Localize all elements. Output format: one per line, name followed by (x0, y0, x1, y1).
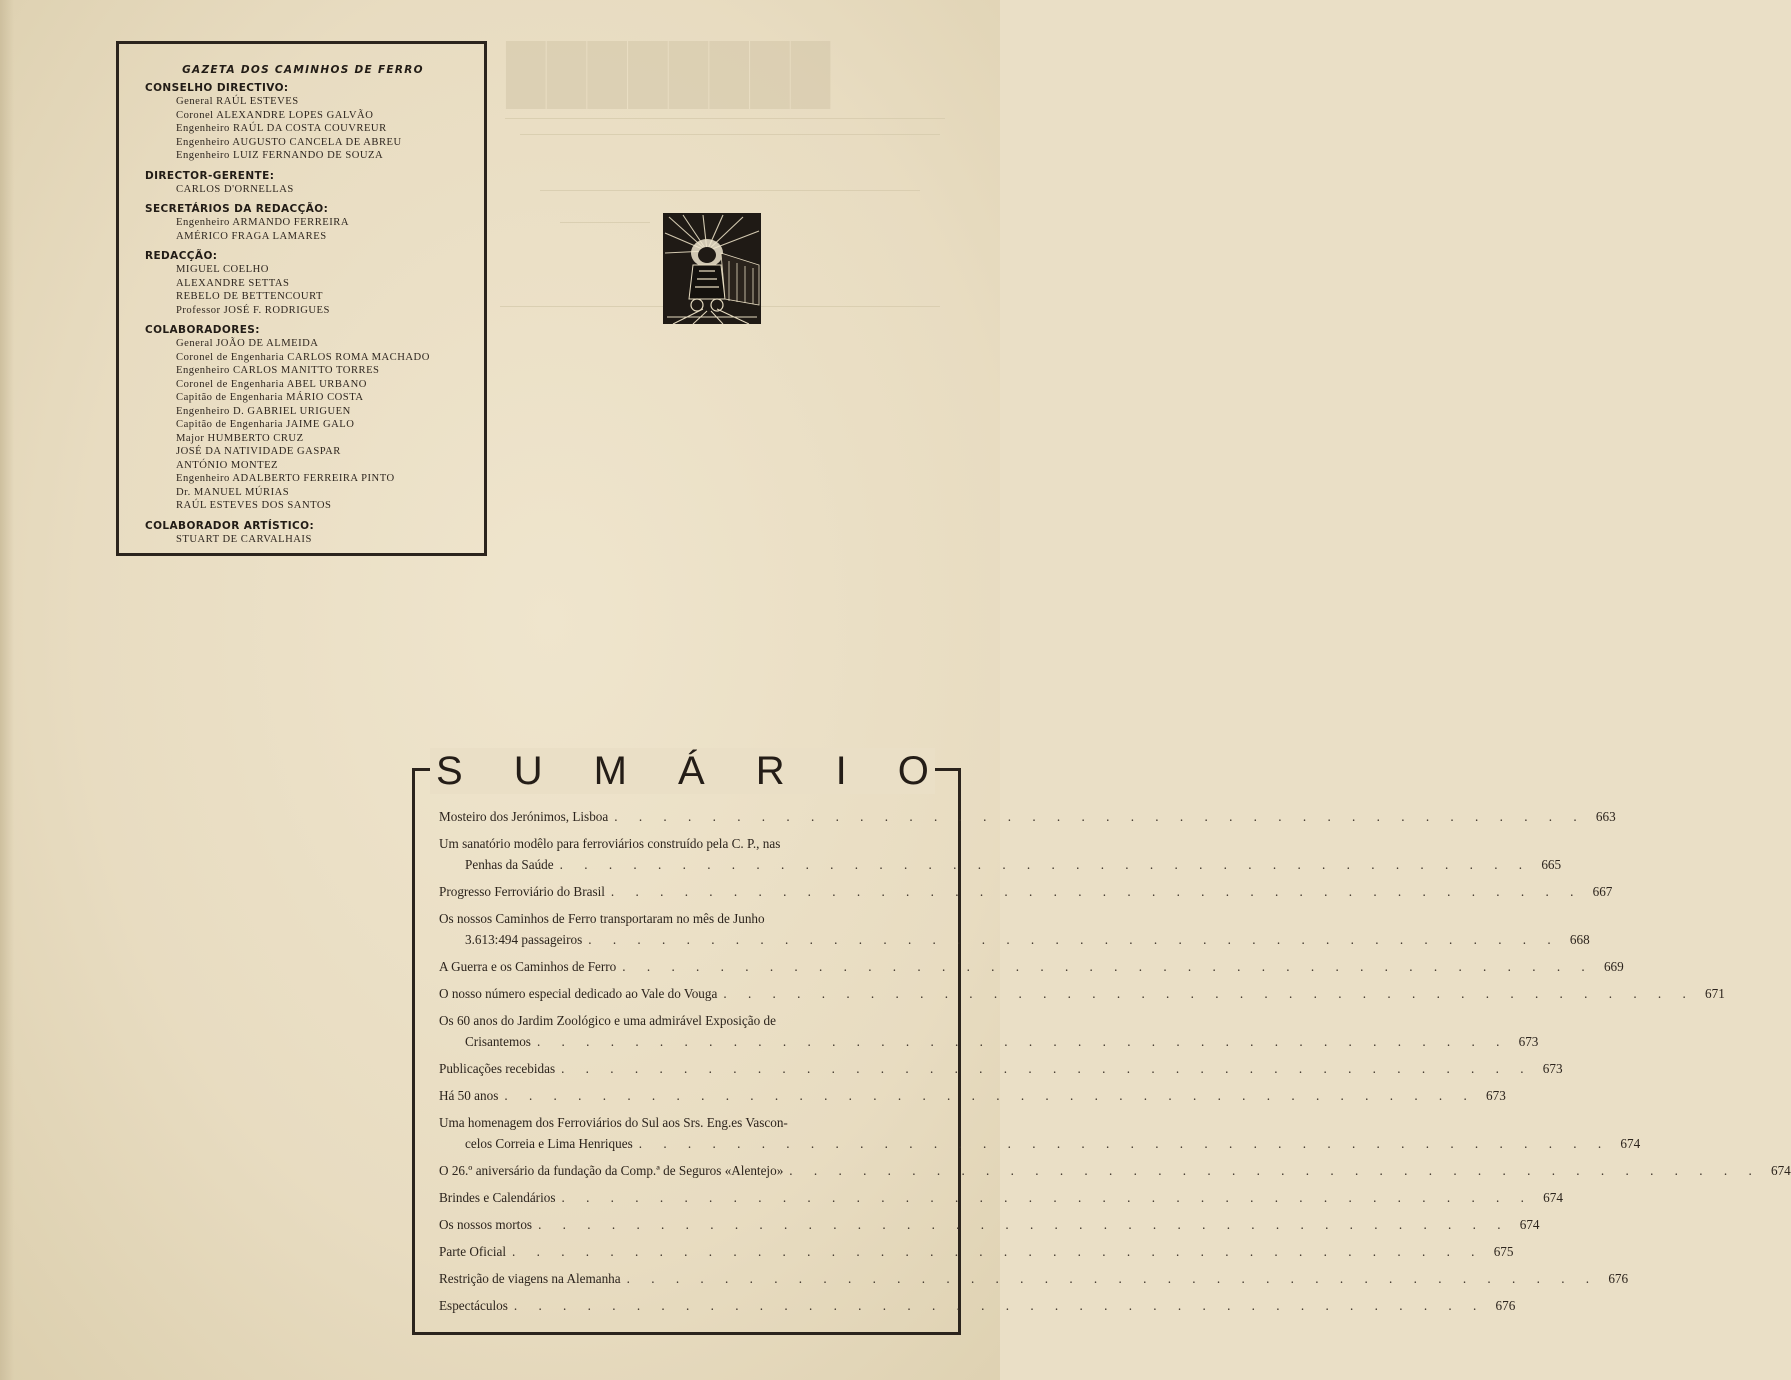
toc-entry-title: 3.613:494 passageiros (465, 932, 583, 947)
staff-member: Engenheiro D. GABRIEL URIGUEN (176, 405, 351, 417)
section-heading: CONSELHO DIRECTIVO: (145, 82, 289, 94)
toc-entry-line (439, 1085, 1506, 1106)
staff-sections (145, 82, 484, 546)
staff-member: JOSÉ DA NATIVIDADE GASPAR (176, 446, 341, 457)
toc-page-number: 676 (1495, 1298, 1516, 1313)
toc-entry-line (439, 929, 1590, 950)
dot-leader: . . . . . . . . . . . . . . . . . . . . . . . . . . . . . . . . . . . . . . . . (588, 932, 1560, 947)
toc-entry-line (439, 1058, 1563, 1079)
staff-member: MIGUEL COELHO (176, 264, 269, 275)
staff-section (145, 203, 484, 243)
toc-entry-line (439, 1031, 1539, 1052)
toc-entry-line (439, 854, 1562, 875)
staff-member: Coronel de Engenharia CARLOS ROMA MACHADO (176, 351, 430, 363)
staff-section (145, 250, 484, 317)
toc-entry-title: A Guerra e os Caminhos de Ferro (439, 959, 617, 974)
toc-page-number: 667 (1592, 884, 1613, 899)
staff-member: Coronel ALEXANDRE LOPES GALVÃO (176, 109, 374, 121)
staff-member: Capitão de Engenharia JAIME GALO (176, 419, 355, 430)
heading-letter: Á (678, 748, 705, 793)
dot-leader: . . . . . . . . . . . . . . . . . . . . . . . . . . . . . . . . . . . . . . . . (622, 959, 1594, 974)
heading-letter: U (513, 748, 543, 793)
toc-entry (439, 1085, 1506, 1106)
toc-entry-title: Um sanatório modêlo para ferroviários construído pela C. P., nas (439, 836, 781, 851)
toc-entry-title: Os nossos Caminhos de Ferro transportaram no mês de Junho (439, 911, 765, 926)
dot-leader: . . . . . . . . . . . . . . . . . . . . . . . . . . . . . . . . . . . . . . . . (504, 1088, 1476, 1103)
staff-member: Capitão de Engenharia MÁRIO COSTA (176, 392, 364, 403)
toc-entry-line (439, 1295, 1516, 1316)
toc-page-number: 673 (1542, 1061, 1563, 1076)
staff-member: General JOÃO DE ALMEIDA (176, 338, 319, 349)
dot-leader: . . . . . . . . . . . . . . . . . . . . . . . . . . . . . . . . . . . . . . . . (538, 1217, 1510, 1232)
toc-entry-line (439, 983, 1725, 1004)
dot-leader: . . . . . . . . . . . . . . . . . . . . . . . . . . . . . . . . . . . . . . . . (536, 1034, 1509, 1049)
staff-section (145, 82, 484, 163)
toc-entry-line (439, 1187, 1563, 1208)
toc-entry-title: Os 60 anos do Jardim Zoológico e uma admirável Exposição de (439, 1013, 776, 1028)
toc-page-number: 665 (1541, 857, 1562, 872)
staff-member: Engenheiro AUGUSTO CANCELA DE ABREU (176, 136, 402, 148)
toc-entry-line (439, 881, 1613, 902)
staff-member: AMÉRICO FRAGA LAMARES (176, 230, 327, 242)
staff-member: General RAÚL ESTEVES (176, 96, 299, 107)
dot-leader: . . . . . . . . . . . . . . . . . . . . . . . . . . . . . . . . . . . . . . . . (512, 1244, 1484, 1259)
toc-entry-title: celos Correia e Lima Henriques (465, 1136, 633, 1151)
toc-entry (439, 1112, 1641, 1154)
staff-member: Major HUMBERTO CRUZ (176, 432, 304, 444)
section-heading: DIRECTOR-GERENTE: (145, 169, 275, 182)
staff-member: ANTÓNIO MONTEZ (176, 459, 279, 471)
toc-page-number: 671 (1705, 986, 1725, 1001)
dot-leader: . . . . . . . . . . . . . . . . . . . . . . . . . . . . . . . . . . . . . . . . (789, 1163, 1761, 1178)
toc-page-number: 675 (1493, 1244, 1514, 1259)
bleed-through-rule (560, 222, 650, 223)
toc-entry (439, 881, 1613, 902)
toc-entry (439, 1241, 1514, 1262)
toc-entry (439, 1160, 1791, 1181)
toc-entry (439, 806, 1616, 827)
table-of-contents (439, 806, 1791, 1322)
toc-entry-title: Mosteiro dos Jerónimos, Lisboa (439, 809, 609, 824)
staff-member: Engenheiro ARMANDO FERREIRA (176, 217, 349, 228)
toc-entry (439, 1058, 1563, 1079)
locomotive-engraving-icon (663, 213, 761, 324)
toc-entry-title: O 26.º aniversário da fundação da Comp.ª de Seguros «Alentejo» (439, 1163, 784, 1178)
toc-entry-line (439, 1160, 1791, 1181)
dot-leader: . . . . . . . . . . . . . . . . . . . . . . . . . . . . . . . . . . . . . . . . (626, 1271, 1599, 1286)
publication-title: GAZETA DOS CAMINHOS DE FERRO (182, 64, 424, 76)
toc-page-number: 676 (1608, 1271, 1629, 1286)
toc-entry-title: Penhas da Saúde (465, 857, 554, 872)
section-heading: COLABORADORES: (145, 324, 260, 336)
dot-leader: . . . . . . . . . . . . . . . . . . . . . . . . . . . . . . . . . . . . . . . . (513, 1298, 1486, 1313)
bleed-through-masthead: ████████ (505, 43, 831, 105)
toc-entry-title: Há 50 anos (439, 1088, 499, 1103)
staff-member: Engenheiro RAÚL DA COSTA COUVREUR (176, 123, 387, 134)
dot-leader: . . . . . . . . . . . . . . . . . . . . . . . . . . . . . . . . . . . . . . . . (561, 1061, 1533, 1076)
staff-member: ALEXANDRE SETTAS (176, 277, 290, 289)
staff-member: Engenheiro CARLOS MANITTO TORRES (176, 365, 380, 376)
section-heading: COLABORADOR ARTÍSTICO: (145, 519, 315, 532)
toc-page-number: 674 (1770, 1163, 1791, 1178)
toc-entry-title: Parte Oficial (439, 1244, 507, 1259)
staff-member: RAÚL ESTEVES DOS SANTOS (176, 500, 332, 511)
summary-heading (430, 748, 935, 794)
toc-entry (439, 908, 1590, 950)
toc-entry-title: Progresso Ferroviário do Brasil (439, 884, 605, 899)
toc-entry-title: Espectáculos (439, 1298, 508, 1313)
toc-page-number: 669 (1603, 959, 1624, 974)
heading-letter: S (436, 748, 463, 793)
toc-entry-title: Os nossos mortos (439, 1217, 533, 1232)
toc-entry (439, 1295, 1516, 1316)
toc-page-number: 674 (1543, 1190, 1563, 1205)
dot-leader: . . . . . . . . . . . . . . . . . . . . . . . . . . . . . . . . . . . . . . . . (561, 1190, 1533, 1205)
toc-page-number: 663 (1595, 809, 1616, 824)
bleed-through-rule (520, 134, 940, 135)
toc-entry-line (439, 956, 1624, 977)
bleed-through-rule (505, 118, 945, 119)
heading-letter: O (897, 748, 929, 793)
toc-entry-title: Uma homenagem dos Ferroviários do Sul aos Srs. Eng.es Vascon- (439, 1115, 788, 1130)
staff-member: CARLOS D'ORNELLAS (176, 183, 294, 195)
dot-leader: . . . . . . . . . . . . . . . . . . . . . . . . . . . . . . . . . . . . . . . . (723, 986, 1695, 1001)
binding-gutter (0, 0, 14, 1380)
staff-member: Engenheiro ADALBERTO FERREIRA PINTO (176, 473, 395, 484)
toc-entry (439, 1268, 1629, 1289)
toc-entry (439, 956, 1624, 977)
toc-entry-line (439, 1268, 1629, 1289)
staff-section (145, 170, 484, 197)
toc-entry-title: Publicações recebidas (439, 1061, 556, 1076)
toc-page-number: 674 (1519, 1217, 1540, 1232)
staff-member: Coronel de Engenharia ABEL URBANO (176, 378, 367, 390)
bleed-through-rule (540, 190, 920, 191)
dot-leader: . . . . . . . . . . . . . . . . . . . . . . . . . . . . . . . . . . . . . . . . (559, 857, 1532, 872)
staff-box (116, 41, 487, 556)
staff-member: Dr. MANUEL MÚRIAS (176, 486, 290, 498)
staff-member: Engenheiro LUIZ FERNANDO DE SOUZA (176, 150, 384, 161)
staff-section (145, 520, 484, 547)
toc-entry-title: Crisantemos (465, 1034, 531, 1049)
dot-leader: . . . . . . . . . . . . . . . . . . . . . . . . . . . . . . . . . . . . . . . . (638, 1136, 1611, 1151)
section-heading: SECRETÁRIOS DA REDACÇÃO: (145, 203, 329, 215)
toc-page-number: 673 (1486, 1088, 1506, 1103)
toc-page-number: 674 (1620, 1136, 1641, 1151)
toc-entry-line (439, 1214, 1540, 1235)
toc-entry (439, 983, 1725, 1004)
toc-page-number: 668 (1569, 932, 1590, 947)
dot-leader: . . . . . . . . . . . . . . . . . . . . . . . . . . . . . . . . . . . . . . . . (614, 809, 1586, 824)
dot-leader: . . . . . . . . . . . . . . . . . . . . . . . . . . . . . . . . . . . . . . . . (610, 884, 1583, 899)
staff-member: REBELO DE BETTENCOURT (176, 291, 323, 302)
section-heading: REDACÇÃO: (145, 250, 218, 262)
toc-entry (439, 1214, 1540, 1235)
toc-entry (439, 1187, 1563, 1208)
staff-member: STUART DE CARVALHAIS (176, 533, 312, 545)
toc-entry (439, 1010, 1539, 1052)
staff-member: Professor JOSÉ F. RODRIGUES (176, 304, 330, 316)
toc-entry-title: Brindes e Calendários (439, 1190, 556, 1205)
toc-entry-line (439, 806, 1616, 827)
toc-entry-line (439, 1241, 1514, 1262)
heading-letter: R (755, 748, 785, 793)
heading-letter: I (835, 748, 847, 793)
toc-entry (439, 833, 1562, 875)
toc-page-number: 673 (1518, 1034, 1539, 1049)
heading-letter: M (593, 748, 627, 793)
staff-section (145, 324, 484, 513)
toc-entry-title: O nosso número especial dedicado ao Vale do Vouga (439, 986, 718, 1001)
toc-entry-line (439, 1133, 1641, 1154)
toc-entry-title: Restrição de viagens na Alemanha (439, 1271, 621, 1286)
